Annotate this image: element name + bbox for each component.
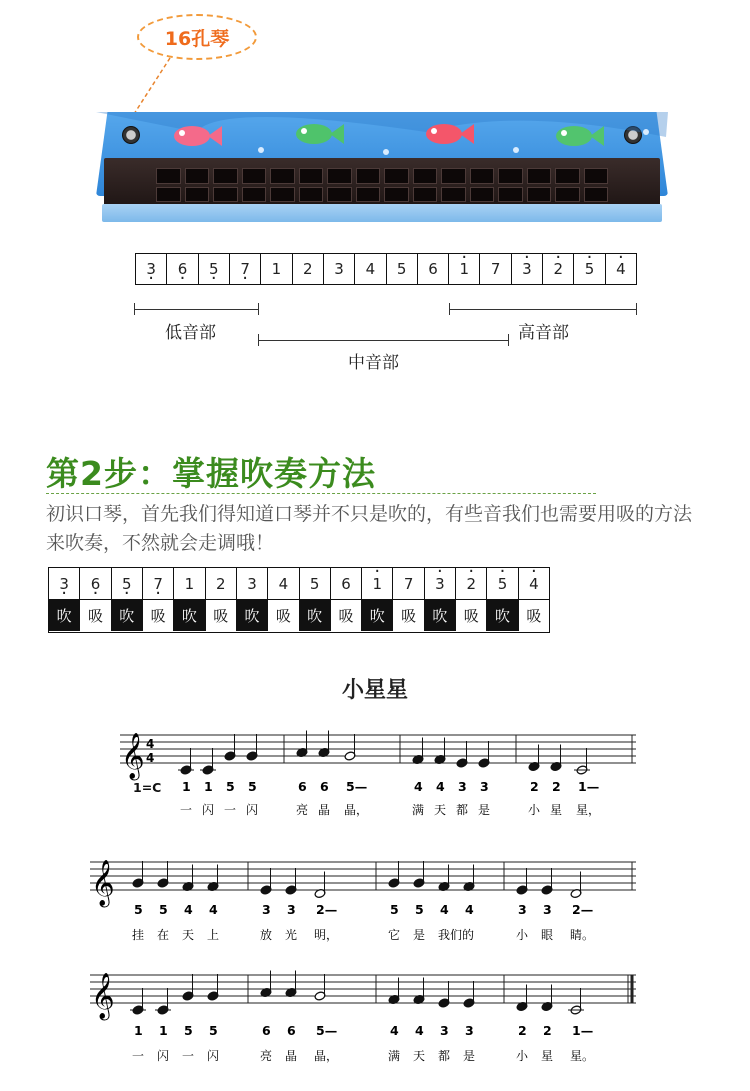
lyric-text: 天 <box>413 1049 426 1063</box>
jianpu-number: 2 <box>530 779 539 794</box>
note-cell: · 4 <box>519 568 549 599</box>
lyric-text: 天 <box>182 928 195 942</box>
key-signature: 1=C <box>133 780 162 795</box>
harmonica-hole <box>185 168 210 184</box>
harmonica-hole <box>299 168 324 184</box>
harmonica-hole <box>470 187 495 203</box>
harmonica-hole <box>384 168 409 184</box>
high-range-label: 高音部 <box>518 323 569 343</box>
draw-cell: 吸 <box>80 600 111 631</box>
harmonica-hole <box>584 168 609 184</box>
note-cell: 6 <box>418 254 449 284</box>
step-description: 初识口琴，首先我们得知道口琴并不只是吹的，有些音我们也需要用吸的方法来吹奏，不然就会走调哦！ <box>46 503 693 554</box>
harmonica-hole <box>555 168 580 184</box>
blow-cell: 吹 <box>362 600 393 631</box>
harmonica-hole <box>555 187 580 203</box>
lyric-text: 闪 <box>157 1049 170 1063</box>
lyric-text: 晶， <box>314 1049 339 1063</box>
draw-cell: 吸 <box>206 600 237 631</box>
time-signature: 4 <box>146 737 155 751</box>
note-cell: · 3 <box>425 568 456 599</box>
song-title: 小星星 <box>341 677 408 703</box>
lyric-text: 闪 <box>246 803 259 817</box>
harmonica-hole <box>356 187 381 203</box>
harmonica-hole <box>441 168 466 184</box>
breath-note-row <box>49 568 549 600</box>
lyric-text: 亮 <box>296 803 309 817</box>
jianpu-number: 5— <box>316 1023 338 1038</box>
lyric-text: 满 <box>388 1049 401 1063</box>
note-cell: 1 <box>261 254 292 284</box>
jianpu-number: 6 <box>287 1023 296 1038</box>
range-tick <box>449 303 450 315</box>
jianpu-number: 1 <box>204 779 213 794</box>
range-tick <box>134 303 135 315</box>
blow-cell: 吹 <box>237 600 268 631</box>
harmonica-image <box>96 112 668 224</box>
treble-clef-icon: 𝄞 <box>121 733 145 779</box>
breath-table <box>48 567 550 633</box>
jianpu-number: 3 <box>440 1023 449 1038</box>
note-cell: 3 <box>324 254 355 284</box>
jianpu-number: 6 <box>262 1023 271 1038</box>
note-cell: · 1 <box>362 568 393 599</box>
blow-cell: 吹 <box>112 600 143 631</box>
lyric-text: 是 <box>463 1049 476 1063</box>
note-cell: 5 · <box>112 568 143 599</box>
sheet-music <box>0 700 750 1080</box>
lyric-text: 都 <box>456 803 469 817</box>
harmonica-hole <box>213 187 238 203</box>
lyric-text: 一 <box>132 1049 145 1063</box>
jianpu-number: 3 <box>543 902 552 917</box>
harmonica-hole <box>527 187 552 203</box>
lyric-text: 小 <box>528 803 541 817</box>
jianpu-number: 4 <box>465 902 474 917</box>
draw-cell: 吸 <box>143 600 174 631</box>
jianpu-number: 4 <box>414 779 423 794</box>
jianpu-number: 5 <box>248 779 257 794</box>
note-cell: · 3 <box>512 254 543 284</box>
low-range-label: 低音部 <box>165 323 216 343</box>
lyric-text: 晶， <box>344 803 369 817</box>
lyric-text: 星。 <box>570 1049 595 1063</box>
harmonica-hole <box>156 187 181 203</box>
lyric-text: 满 <box>412 803 425 817</box>
lyric-text: 一 <box>182 1049 195 1063</box>
step-divider <box>46 493 596 494</box>
lyric-text: 放 <box>260 928 273 942</box>
jianpu-number: 1 <box>134 1023 143 1038</box>
jianpu-number: 5 <box>390 902 399 917</box>
lyric-text: 在 <box>157 928 170 942</box>
lyric-text: 晶 <box>285 1049 298 1063</box>
lyric-text: 亮 <box>260 1049 273 1063</box>
jianpu-number: 5 <box>159 902 168 917</box>
mid-range-label: 中音部 <box>348 353 399 373</box>
blow-cell: 吹 <box>49 600 80 631</box>
treble-clef-icon: 𝄞 <box>91 973 115 1019</box>
step-title: 第2步：掌握吹奏方法 <box>46 454 376 493</box>
harmonica-hole <box>413 168 438 184</box>
range-tick <box>258 303 259 315</box>
harmonica-hole <box>213 168 238 184</box>
jianpu-number: 1 <box>159 1023 168 1038</box>
jianpu-number: 2 <box>552 779 561 794</box>
harmonica-hole <box>242 168 267 184</box>
lyric-text: 小 <box>516 928 529 942</box>
jianpu-number: 5 <box>184 1023 193 1038</box>
harmonica-hole <box>327 168 352 184</box>
jianpu-number: 3 <box>458 779 467 794</box>
note-cell: 6 <box>331 568 362 599</box>
note-cell: 5 · <box>199 254 230 284</box>
harmonica-hole <box>498 168 523 184</box>
note-cell: 7 · <box>230 254 261 284</box>
jianpu-number: 1 <box>182 779 191 794</box>
draw-cell: 吸 <box>268 600 299 631</box>
range-tick <box>636 303 637 315</box>
low-range-line <box>134 309 258 310</box>
note-cell: · 5 <box>574 254 605 284</box>
jianpu-number: 4 <box>209 902 218 917</box>
lyric-text: 晶 <box>318 803 331 817</box>
jianpu-number: 3 <box>518 902 527 917</box>
note-cell: 7 · <box>143 568 174 599</box>
jianpu-number: 4 <box>390 1023 399 1038</box>
blow-cell: 吹 <box>425 600 456 631</box>
lyric-text: 上 <box>207 928 220 942</box>
lyric-text: 光 <box>285 928 298 942</box>
note-cell: 7 <box>480 254 511 284</box>
note-cell: · 2 <box>456 568 487 599</box>
lyric-text: 闪 <box>202 803 215 817</box>
lyric-text: 星， <box>576 803 601 817</box>
note-cell: 7 <box>393 568 424 599</box>
hole-note-table <box>135 253 637 285</box>
note-cell: 3 · <box>136 254 167 284</box>
high-range-line <box>449 309 637 310</box>
range-tick <box>508 334 509 346</box>
note-cell: 3 · <box>49 568 80 599</box>
lyric-text: 星 <box>550 803 563 817</box>
lyric-text: 我们的 <box>438 928 475 942</box>
lyric-text: 是 <box>478 803 491 817</box>
note-cell: · 1 <box>449 254 480 284</box>
jianpu-number: 2— <box>572 902 594 917</box>
blow-cell: 吹 <box>174 600 205 631</box>
fish-decoration-icon <box>96 112 668 162</box>
lyric-text: 眼 <box>541 928 554 942</box>
lyric-text: 一 <box>180 803 193 817</box>
lyric-text: 都 <box>438 1049 451 1063</box>
lyric-text: 它 <box>388 928 401 942</box>
note-cell: 1 <box>174 568 205 599</box>
jianpu-number: 3 <box>262 902 271 917</box>
harmonica-hole <box>242 187 267 203</box>
draw-cell: 吸 <box>456 600 487 631</box>
note-cell: 4 <box>355 254 386 284</box>
jianpu-number: 5 <box>134 902 143 917</box>
jianpu-number: 4 <box>440 902 449 917</box>
jianpu-number: 2 <box>518 1023 527 1038</box>
note-cell: 2 <box>206 568 237 599</box>
blow-cell: 吹 <box>300 600 331 631</box>
draw-cell: 吸 <box>331 600 362 631</box>
jianpu-number: 3 <box>480 779 489 794</box>
lyric-text: 闪 <box>207 1049 220 1063</box>
harmonica-hole <box>470 168 495 184</box>
hole-count-callout: 16孔琴 <box>137 14 257 60</box>
range-tick <box>258 334 259 346</box>
harmonica-hole <box>270 187 295 203</box>
jianpu-number: 2— <box>316 902 338 917</box>
breath-label-row <box>49 600 549 631</box>
harmonica-hole <box>327 187 352 203</box>
harmonica-hole <box>441 187 466 203</box>
harmonica-hole <box>498 187 523 203</box>
harmonica-hole <box>413 187 438 203</box>
jianpu-number: 2 <box>543 1023 552 1038</box>
jianpu-number: 6 <box>320 779 329 794</box>
harmonica-hole <box>384 187 409 203</box>
harmonica-hole <box>584 187 609 203</box>
jianpu-number: 1— <box>578 779 600 794</box>
note-cell: 5 <box>387 254 418 284</box>
draw-cell: 吸 <box>519 600 549 631</box>
lyric-text: 明， <box>314 928 339 942</box>
harmonica-hole <box>156 168 181 184</box>
treble-clef-icon: 𝄞 <box>91 860 115 906</box>
harmonica-hole <box>527 168 552 184</box>
jianpu-number: 4 <box>184 902 193 917</box>
harmonica-hole <box>185 187 210 203</box>
jianpu-number: 5— <box>346 779 368 794</box>
lyric-text: 小 <box>516 1049 529 1063</box>
note-cell: 4 <box>268 568 299 599</box>
blow-cell: 吹 <box>487 600 518 631</box>
harmonica-base <box>102 204 662 222</box>
draw-cell: 吸 <box>393 600 424 631</box>
lyric-text: 天 <box>434 803 447 817</box>
lyric-text: 星 <box>541 1049 554 1063</box>
jianpu-number: 3 <box>287 902 296 917</box>
note-cell: 6 · <box>167 254 198 284</box>
note-cell: 2 <box>293 254 324 284</box>
note-cell: 3 <box>237 568 268 599</box>
harmonica-hole <box>299 187 324 203</box>
note-cell: · 5 <box>487 568 518 599</box>
note-cell: · 4 <box>606 254 636 284</box>
harmonica-hole <box>270 168 295 184</box>
jianpu-number: 4 <box>436 779 445 794</box>
lyric-text: 睛。 <box>570 928 595 942</box>
mid-range-line <box>258 340 509 341</box>
time-signature: 4 <box>146 751 155 765</box>
harmonica-holes <box>156 168 608 202</box>
jianpu-number: 5 <box>226 779 235 794</box>
jianpu-number: 6 <box>298 779 307 794</box>
harmonica-hole <box>356 168 381 184</box>
lyric-text: 一 <box>224 803 237 817</box>
jianpu-number: 5 <box>209 1023 218 1038</box>
lyric-text: 挂 <box>132 928 145 942</box>
callout-leader-line <box>0 0 750 130</box>
note-cell: · 2 <box>543 254 574 284</box>
jianpu-number: 5 <box>415 902 424 917</box>
lyric-text: 是 <box>413 928 426 942</box>
jianpu-number: 3 <box>465 1023 474 1038</box>
jianpu-number: 4 <box>415 1023 424 1038</box>
note-cell: 6 · <box>80 568 111 599</box>
jianpu-number: 1— <box>572 1023 594 1038</box>
note-cell: 5 <box>300 568 331 599</box>
